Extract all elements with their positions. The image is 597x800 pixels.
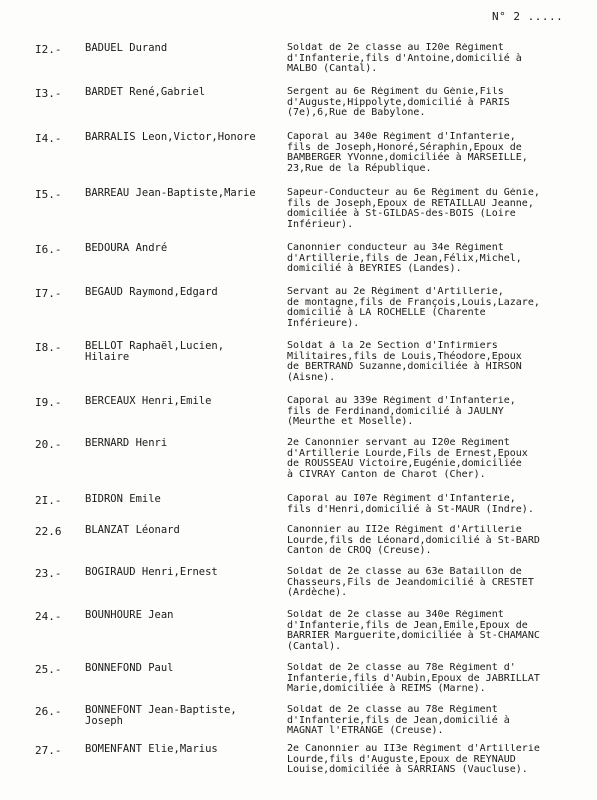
entry-description: 2e Canonnier servant au I20e Régiment d'Artillerie Lourde,Fils de Ernest,Epoux de ROUSSEAU Victoire,Eugénie,domiciliée à CIVRAY Canton de Charot (Cher). — [287, 438, 528, 480]
entry-number: I7.- — [35, 287, 62, 300]
entry-name: BEDOURA André — [85, 242, 168, 254]
entry-number: 25.- — [35, 663, 62, 676]
entry-number: I3.- — [35, 87, 62, 100]
entry-name: BIDRON Emile — [85, 493, 161, 505]
entry-name: BARRALIS Leon,Victor,Honore — [85, 131, 256, 143]
entry-number: 20.- — [35, 438, 62, 451]
entry-description: Soldat de 2e classe au 63e Bataillon de Chasseurs,Fils de Jeandomicilié à CRESTET (Ardèche). — [287, 567, 534, 599]
entry-number: I5.- — [35, 188, 62, 201]
entry-name: BOUNHOURE Jean — [85, 609, 174, 621]
entry-name: BELLOT Raphaël,Lucien, Hilaire — [85, 340, 225, 363]
entry-description: Soldat à la 2e Section d'Infirmiers Militaires,fils de Louis,Théodore,Epoux de BERTRAND Suzanne,domiciliée à HIRSON (Aisne). — [287, 341, 522, 383]
entry-number: I4.- — [35, 132, 62, 145]
entry-number: 22.6 — [35, 525, 62, 538]
entry-name: BERNARD Henri — [85, 437, 168, 449]
entry-name: BOMENFANT Elie,Marius — [85, 743, 218, 755]
entry-name: BONNEFONT Jean-Baptiste, Joseph — [85, 704, 237, 727]
entry-number: 26.- — [35, 705, 62, 718]
entry-description: Canonnier conducteur au 34e Régiment d'Artillerie,fils de Jean,Félix,Michel, domicilié à BEYRIES (Landes). — [287, 243, 522, 275]
entry-name: BOGIRAUD Henri,Ernest — [85, 566, 218, 578]
entry-number: 2I.- — [35, 494, 62, 507]
entry-number: I9.- — [35, 396, 62, 409]
entry-number: 23.- — [35, 567, 62, 580]
entry-name: BARDET René,Gabriel — [85, 86, 206, 98]
entry-description: Soldat de 2e classe au 78e Régiment d' Infanterie,fils d'Aubin,Epoux de JABRILLAT Marie,domiciliée à REIMS (Marne). — [287, 663, 540, 695]
entry-description: Soldat de 2e classe au 340e Régiment d'Infanterie,fils de Jean,Emile,Epoux de BARRIER Marguerite,domiciliée à St-CHAMANC (Cantal). — [287, 610, 540, 652]
entry-name: BERCEAUX Henri,Emile — [85, 395, 212, 407]
entry-number: 27.- — [35, 744, 62, 757]
entry-description: Sergent au 6e Régiment du Génie,Fils d'Auguste,Hippolyte,domicilié à PARIS (7e),6,Rue de Babylone. — [287, 87, 510, 119]
entry-number: I6.- — [35, 243, 62, 256]
entry-name: BADUEL Durand — [85, 42, 168, 54]
page-number: N° 2 ..... — [492, 10, 564, 23]
entry-number: I2.- — [35, 43, 62, 56]
entry-description: Canonnier au II2e Régiment d'Artillerie Lourde,fils de Léonard,domicilié à St-BARD Canton de CROQ (Creuse). — [287, 525, 540, 557]
entry-name: BONNEFOND Paul — [85, 662, 174, 674]
entry-description: Caporal au 339e Régiment d'Infanterie, fils de Ferdinand,domicilié à JAULNY (Meurthe et Moselle). — [287, 396, 516, 428]
entry-description: Caporal au I07e Régiment d'Infanterie, fils d'Henri,domicilié à St-MAUR (Indre). — [287, 494, 534, 515]
entry-description: 2e Canonnier au II3e Régiment d'Artillerie Lourde,fils d'Auguste,Epoux de REYNAUD Louise,domiciliée à SARRIANS (Vaucluse). — [287, 744, 540, 776]
entry-description: Sapeur-Conducteur au 6e Régiment du Génie, fils de Joseph,Epoux de RETAILLAU Jeanne, domiciliée à St-GILDAS-des-BOIS (Loire Inférieur). — [287, 188, 540, 230]
entry-name: BARREAU Jean-Baptiste,Marie — [85, 187, 256, 199]
entry-number: 24.- — [35, 610, 62, 623]
entry-number: I8.- — [35, 341, 62, 354]
entry-name: BLANZAT Léonard — [85, 524, 180, 536]
entry-description: Soldat de 2e classe au 78e Régiment d'Infanterie,fils de Jean,domicilié à MAGNAT l'ETRANGE (Creuse). — [287, 705, 510, 737]
entry-name: BEGAUD Raymond,Edgard — [85, 286, 218, 298]
entry-description: Servant au 2e Régiment d'Artillerie, de montagne,fils de François,Louis,Lazare, domicilié à LA ROCHELLE (Charente Inférieure). — [287, 287, 540, 329]
entry-description: Soldat de 2e classe au I20e Régiment d'Infanterie,fils d'Antoine,domicilié à MALBO (Cantal). — [287, 43, 522, 75]
entry-description: Caporal au 340e Régiment d'Infanterie, fils de Joseph,Honoré,Séraphin,Epoux de BAMBERGER YVonne,domiciliée à MARSEILLE, 23,Rue de la République. — [287, 132, 528, 174]
